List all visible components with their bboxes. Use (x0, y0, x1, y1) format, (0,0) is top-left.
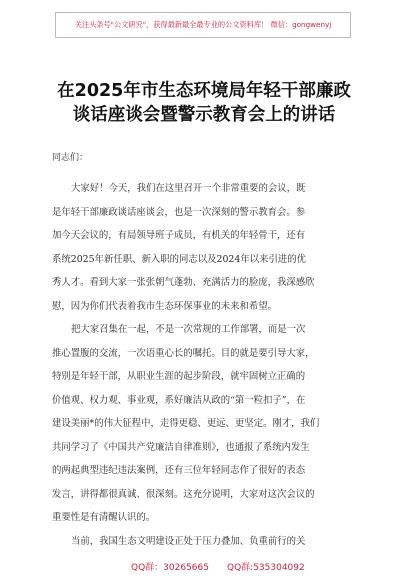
document-body (52, 177, 362, 553)
paragraph-line: 共同学习了《中国共产党廉洁自律准则》，也通报了系统内发生 (52, 441, 310, 453)
footer-qq-group-2: QQ群:535304092 (227, 563, 305, 573)
paragraph-line: 是年轻干部廉政谈话座谈会，也是一次深刻的警示教育会。参 (52, 206, 306, 218)
paragraph-line: 价值观、权力观、事业观，系好廉洁从政的“第一粒扣子”，在 (52, 394, 306, 406)
footer (0, 561, 408, 575)
paragraph-line: 秀人才。看到大家一张张朝气蓬勃、充满活力的脸庞，我深感欣 (52, 277, 315, 288)
salutation: 同志们： (52, 153, 89, 163)
paragraph-line: 建设美丽*的伟大征程中，走得更稳、更远、更坚定。刚才，我们 (52, 418, 320, 429)
paragraph-line: 系统2025年新任职、新入职的同志以及2024年以来引进的优 (52, 253, 306, 265)
paragraph-line: 重要性是有清醒认识的。 (52, 512, 156, 523)
paragraph-line: 推心置腹的交流，一次语重心长的嘱托。目的就是要引导大家， (52, 347, 315, 359)
paragraph-line: 加今天会议的，有局领导班子成员，有机关的年轻骨干，还有 (52, 230, 306, 241)
document-title-line-1: 在2025年市生态环境局年轻干部廉政 (57, 81, 351, 101)
header-note: 关注头条号"公文研究"，获得最新最全最专业的公文资料库！ 微信：gongwenyj (74, 20, 332, 29)
paragraph-line: 当前，我国生态文明建设正处于压力叠加、负重前行的关 (71, 535, 306, 547)
paragraph-line: 特别是年轻干部，从职业生涯的起步阶段，就牢固树立正确的 (52, 371, 306, 382)
header-banner (55, 12, 351, 38)
document-title-line-2: 谈话座谈会暨警示教育会上的讲话 (72, 105, 336, 125)
paragraph-line: 慰，因为你们代表着我市生态环保事业的未来和希望。 (52, 300, 278, 312)
paragraph-line: 大家好！今天，我们在这里召开一个非常重要的会议，既 (71, 183, 306, 194)
paragraph-line: 把大家召集在一起，不是一次常规的工作部署，而是一次 (71, 324, 306, 335)
paragraph-line: 的两起典型违纪违法案例，还有三位年轻同志作了很好的表态 (52, 465, 306, 476)
paragraph-line: 发言，讲得都很真诚、很深刻。这充分说明，大家对这次会议的 (52, 488, 315, 500)
footer-qq-group-1: QQ群：30265665 (131, 563, 209, 573)
